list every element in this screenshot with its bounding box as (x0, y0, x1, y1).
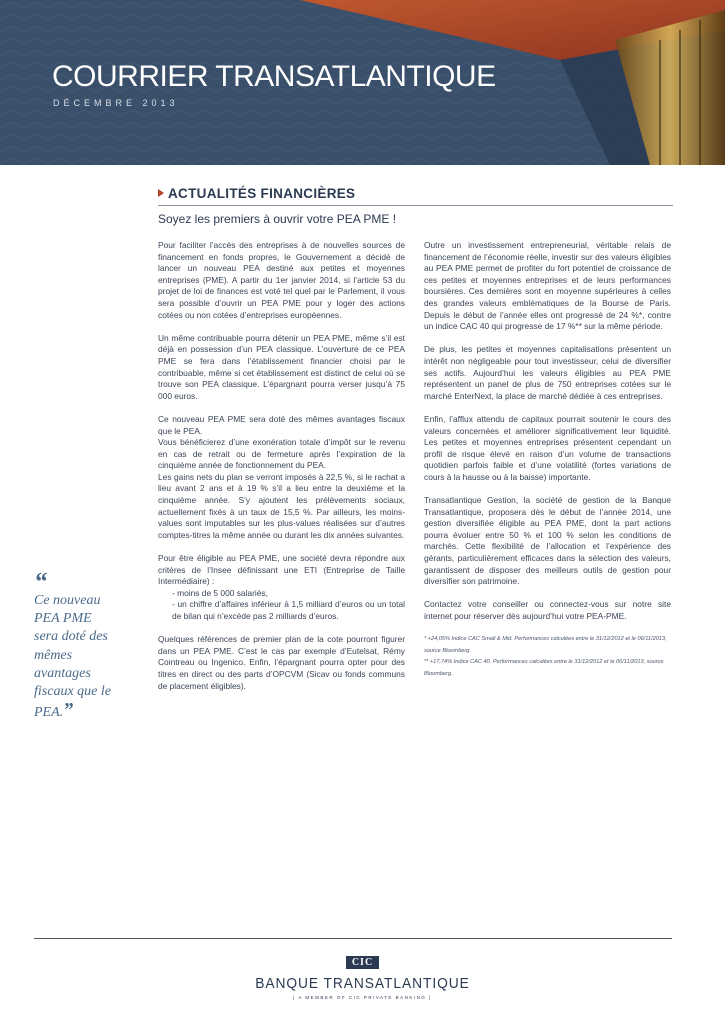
paragraph: Les gains nets du plan se verront imposés à 22,5 %, si le rachat a lieu avant 2 ans et à 19 % s’il a lieu entre la deuxième et la cinquième année. S’y ajoutent les prélèvements sociaux, actuellement fixés à un taux de 15,5 %. Par ailleurs, les moins-values sont imputables sur les plus-values réalisées sur d’autres comptes-titres la même année ou durant les dix années suivantes. (158, 471, 405, 540)
triangle-bullet-icon (158, 189, 164, 197)
paragraph: Pour faciliter l’accès des entreprises à de nouvelles sources de financement en fonds propres, le Gouvernement a décidé de lancer un nouveau PEA destiné aux petites et moyennes entreprises (PME). A partir du 1er janvier 2014, si l’article 53 du projet de loi de finances est voté tel quel par le Parlement, il vous sera possible d’ouvrir un PEA PME pour y loger des actions cotées ou non cotées d’entreprises européennes. (158, 240, 405, 320)
header-banner (0, 0, 725, 165)
paragraph: Un même contribuable pourra détenir un PEA PME, même s’il est déjà en possession d’un PEA classique. L’ouverture de ce PEA PME se fera dans l’établissement financier choisi par le contribuable, même si cet établissement est distinct de celui où se trouve son PEA classique. L’épargnant pourra verser jusqu’à 75 000 euros. (158, 332, 405, 401)
paragraph: Ce nouveau PEA PME sera doté des mêmes avantages fiscaux que le PEA. (158, 413, 405, 436)
paragraph: Outre un investissement entrepreneurial, véritable relais de financement de l’économie réelle, investir sur des valeurs éligibles au PEA PME permet de profiter du fort potentiel de croissance de ces petites et moyennes entreprises et de leurs performances boursières. Ces dernières sont en moyenne supérieures à celles des grandes valeurs emblématiques de la Bourse de Paris. Depuis le début de l’année elles ont progressé de 24 %*, contre un indice CAC 40 qui progresse de 17 %** sur la même période. (424, 240, 671, 332)
right-column (424, 240, 671, 680)
section-heading (158, 185, 673, 206)
pull-quote-text: Ce nouveau PEA PME sera doté des mêmes avantages fiscaux que le PEA. (34, 593, 111, 721)
paragraph: Pour être éligible au PEA PME, une société devra répondre aux critères de l’Insee définissant une ETI (Entreprise de Taille Intermédiaire) : (158, 553, 405, 587)
paragraph: De plus, les petites et moyennes capitalisations présentent un intérêt non négligeable pour tout investisseur, celui de diversifier ses actifs. Aujourd’hui les valeurs éligibles au PEA PME représentent un panel de plus de 750 entreprises cotées sur le marché EnterNext, la place de marché dédiée à ces entreprises. (424, 344, 671, 401)
footnote: ** +17,74% Indice CAC 40. Performances calculées entre le 31/12/2012 et le 06/11/2013, source Bloomberg. (424, 659, 664, 677)
footnote: * +24,05% Indice CAC Small & Mid. Performances calculées entre le 31/12/2012 et le 06/11/2013, source Bloomberg. (424, 636, 667, 654)
paragraph: Vous bénéficierez d’une exonération totale d’impôt sur le revenu en cas de retrait ou de fermeture après l’expiration de la cinquième année de fonctionnement du PEA. (158, 437, 405, 471)
paragraph: Quelques références de premier plan de la cote pourront figurer dans un PEA PME. C’est le cas par exemple d’Eutelsat, Rémy Cointreau ou Ingenico. Enfin, l’épargnant pourra opter pour des titres en direct ou des parts d’OPCVM (Sicav ou fonds communs de placement éligibles). (158, 634, 405, 691)
brand-name: BANQUE TRANSATLANTIQUE (255, 975, 470, 992)
footer-divider (34, 938, 672, 939)
list-item: - moins de 5 000 salariés, (172, 587, 268, 598)
paragraph: Contactez votre conseiller ou connectez-vous sur notre site internet pour réserver dès aujourd’hui votre PEA-PME. (424, 599, 671, 621)
issue-date: DÉCEMBRE 2013 (53, 98, 179, 108)
open-quote-icon: “ (34, 567, 47, 596)
newsletter-title: COURRIER TRANSATLANTIQUE (52, 60, 496, 93)
close-quote-icon: ” (63, 699, 74, 722)
section-label: ACTUALITÉS FINANCIÈRES (168, 186, 356, 201)
paragraph: Transatlantique Gestion, la société de gestion de la Banque Transatlantique, proposera dès le début de l’année 2014, une gestion diversifiée éligible au PEA PME, dont la part actions pourra évoluer entre 50 % et 100 % selon les conditions de marchés. Cette flexibilité de l’allocation et l’expérience des gérants, particulièrement efficaces dans la sélection des valeurs, garantissent de disposer des meilleurs outils de gestion pour diversifier son patrimoine. (424, 495, 671, 587)
brand-tagline: | A MEMBER OF CIC PRIVATE BANKING | (293, 995, 432, 1000)
list-item: - un chiffre d’affaires inférieur à 1,5 milliard d’euros ou un total de bilan qui n’excède pas 2 milliards d’euros. (172, 599, 405, 621)
left-column (158, 240, 405, 704)
criteria-list (158, 588, 405, 623)
paragraph: Enfin, l’afflux attendu de capitaux pourrait soutenir le cours des valeurs concernées et améliorer significativement leur liquidité. Les petites et moyennes entreprises présentent cependant un profil de risque élevé en raison d’un volume de transactions quotidien parfois faible et d’une volatilité (fortes variations de cours à la hausse ou à la baisse) importante. (424, 413, 671, 482)
cic-logo: CIC (346, 956, 379, 969)
pull-quote (34, 567, 114, 722)
article-title: Soyez les premiers à ouvrir votre PEA PME ! (158, 212, 397, 226)
